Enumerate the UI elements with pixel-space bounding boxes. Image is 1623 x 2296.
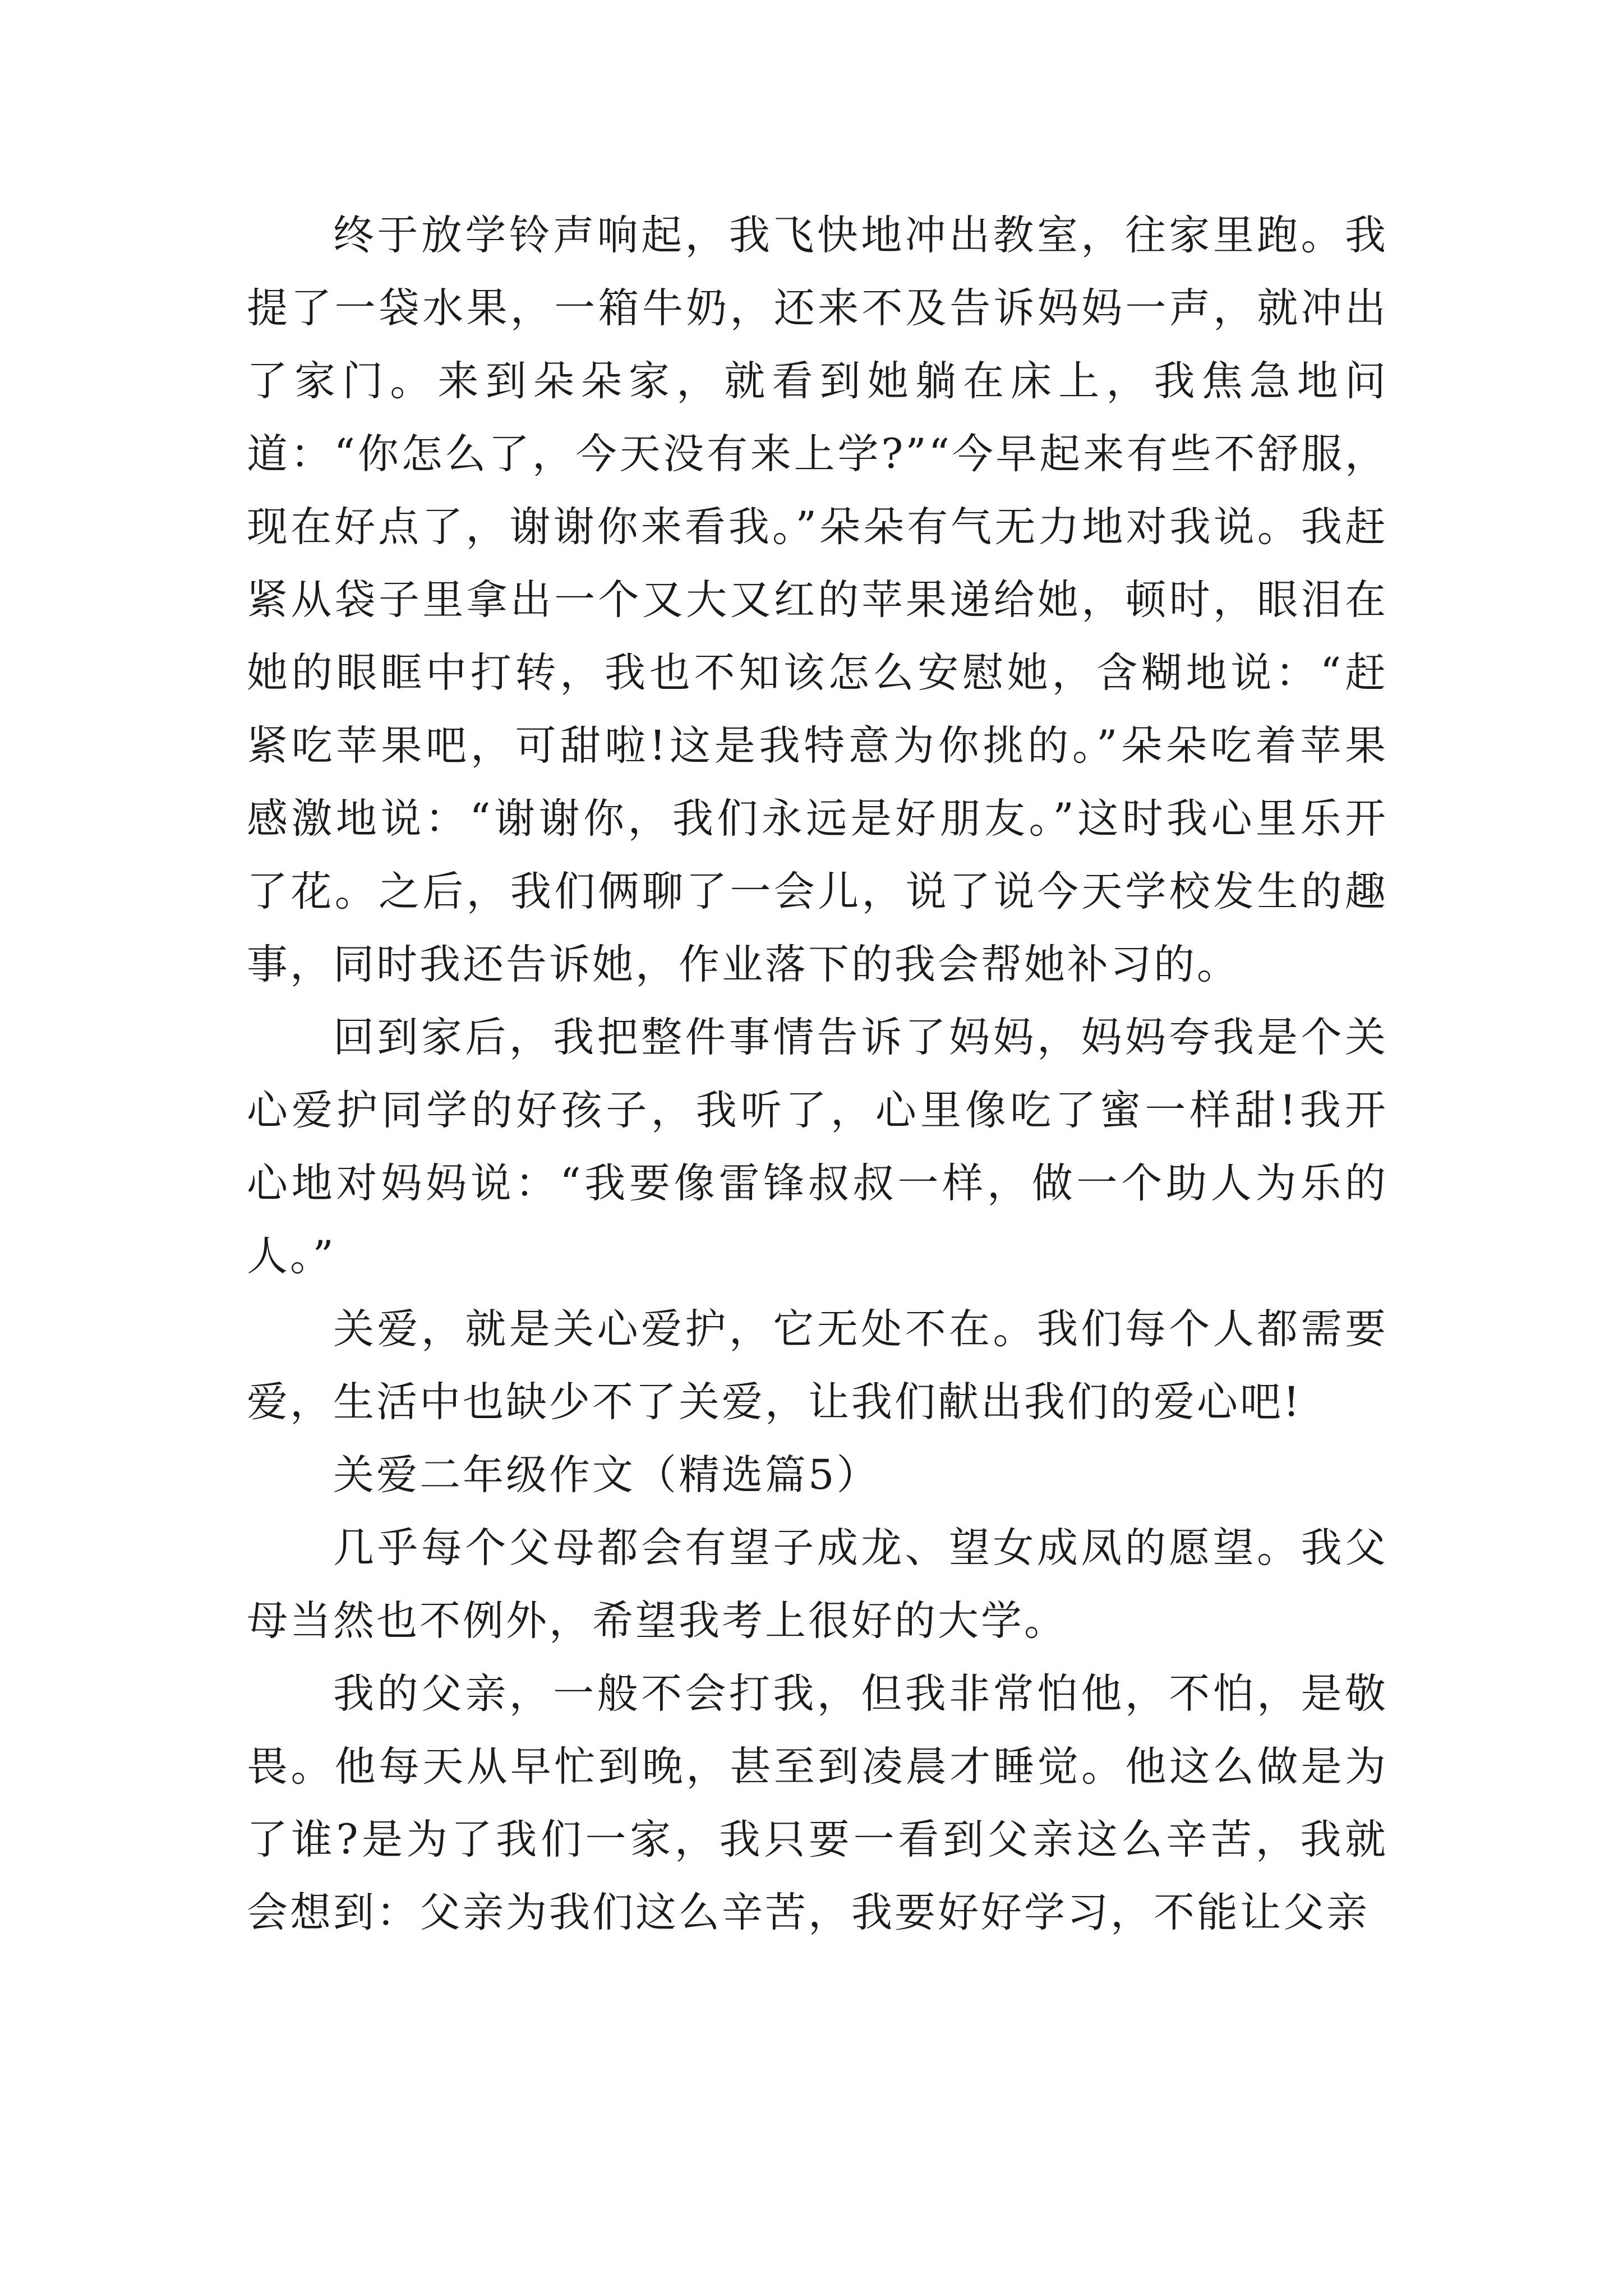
section-heading: 关爱二年级作文（精选篇5）: [333, 1451, 880, 1499]
paragraph-2: 回到家后，我把整件事情告诉了妈妈，妈妈夸我是个关心爱护同学的好孩子，我听了，心里像吃了蜜一样甜!我开心地对妈妈说：“我要像雷锋叔叔一样，做一个助人为乐的人。”: [247, 1014, 1388, 1280]
paragraph-3: 关爱，就是关心爱护，它无处不在。我们每个人都需要爱，生活中也缺少不了关爱，让我们献出我们的爱心吧!: [247, 1305, 1388, 1426]
paragraph-5: 我的父亲，一般不会打我，但我非常怕他，不怕，是敬畏。他每天从早忙到晚，甚至到凌晨才睡觉。他这么做是为了谁?是为了我们一家，我只要一看到父亲这么辛苦，我就会想到：父亲为我们这么辛苦，我要好好学习，不能让父亲: [247, 1670, 1388, 1936]
document-body: [247, 199, 1388, 1949]
paragraph-1: 终于放学铃声响起，我飞快地冲出教室，往家里跑。我提了一袋水果，一箱牛奶，还来不及告诉妈妈一声，就冲出了家门。来到朵朵家，就看到她躺在床上，我焦急地问道：“你怎么了，今天没有来上学?”“今早起来有些不舒服，现在好点了，谢谢你来看我。”朵朵有气无力地对我说。我赶紧从袋子里拿出一个又大又红的苹果递给她，顿时，眼泪在她的眼眶中打转，我也不知该怎么安慰她，含糊地说：“赶紧吃苹果吧，可甜啦!这是我特意为你挑的。”朵朵吃着苹果感激地说：“谢谢你，我们永远是好朋友。”这时我心里乐开了花。之后，我们俩聊了一会儿，说了说今天学校发生的趣事，同时我还告诉她，作业落下的我会帮她补习的。: [247, 211, 1388, 988]
paragraph-4: 几乎每个父母都会有望子成龙、望女成凤的愿望。我父母当然也不例外，希望我考上很好的大学。: [247, 1524, 1388, 1645]
